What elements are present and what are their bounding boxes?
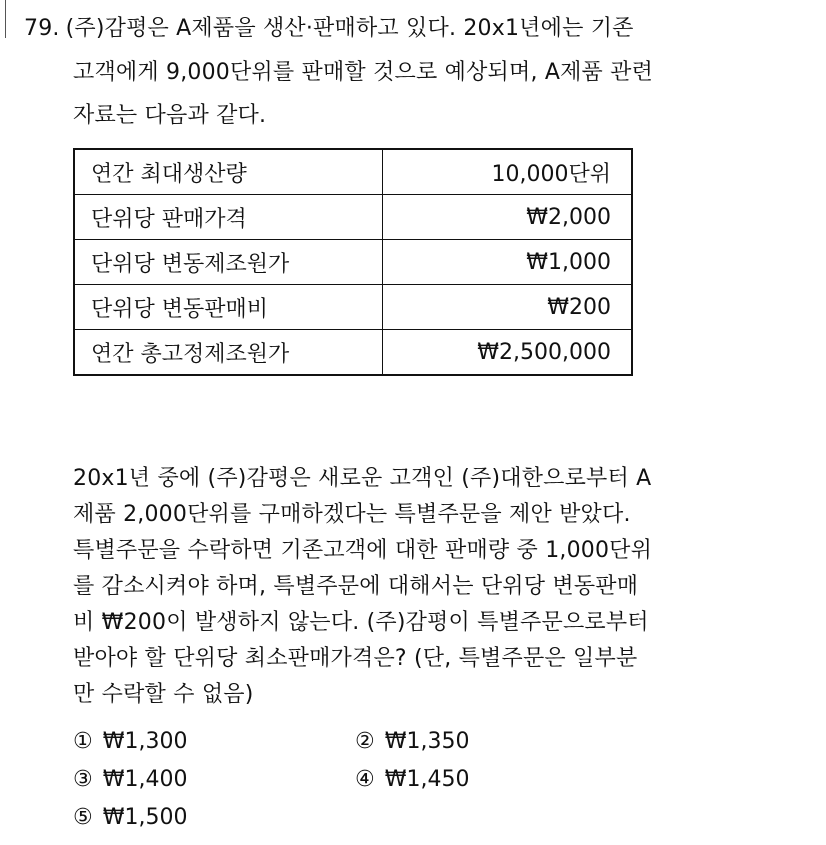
table-cell-value: ₩2,000 (383, 195, 633, 240)
body-line-7: 만 수락할 수 없음) (73, 682, 254, 707)
choice-text: ₩1,400 (102, 767, 188, 792)
answer-choice-3[interactable] (73, 765, 187, 795)
answer-choice-5[interactable] (73, 803, 187, 833)
choice-number: ⑤ (73, 805, 93, 830)
margin-rule (5, 0, 6, 38)
question-stem-line-3: 자료는 다음과 같다. (73, 103, 267, 128)
choice-text: ₩1,500 (102, 805, 188, 830)
table-cell-value: 10,000단위 (383, 149, 633, 195)
choice-text: ₩1,300 (102, 729, 188, 754)
choice-number: ③ (73, 767, 93, 792)
choice-number: ④ (355, 767, 375, 792)
answer-choice-1[interactable] (73, 727, 187, 757)
choice-number: ② (355, 729, 375, 754)
choice-text: ₩1,350 (384, 729, 470, 754)
body-line-5: 비 ₩200이 발생하지 않는다. (주)감평이 특별주문으로부터 (73, 610, 649, 635)
table-row (74, 330, 632, 376)
table-cell-label: 단위당 변동제조원가 (74, 240, 383, 285)
body-line-4: 를 감소시켜야 하며, 특별주문에 대해서는 단위당 변동판매 (73, 574, 639, 599)
choice-number: ① (73, 729, 93, 754)
question-number: 79. (24, 16, 60, 41)
question-stem-line-2: 고객에게 9,000단위를 판매할 것으로 예상되며, A제품 관련 (73, 60, 654, 85)
table-row (74, 195, 632, 240)
body-line-2: 제품 2,000단위를 구매하겠다는 특별주문을 제안 받았다. (73, 502, 631, 527)
table-cell-label: 연간 최대생산량 (74, 149, 383, 195)
table-row (74, 285, 632, 330)
answer-choice-2[interactable] (355, 727, 469, 757)
answer-choice-4[interactable] (355, 765, 469, 795)
table-cell-label: 단위당 변동판매비 (74, 285, 383, 330)
table-row (74, 240, 632, 285)
table-cell-label: 단위당 판매가격 (74, 195, 383, 240)
table-cell-value: ₩1,000 (383, 240, 633, 285)
body-line-1: 20x1년 중에 (주)감평은 새로운 고객인 (주)대한으로부터 A (73, 466, 652, 491)
data-table (73, 148, 633, 376)
question-stem-line-1 (24, 14, 634, 44)
table-cell-label: 연간 총고정제조원가 (74, 330, 383, 376)
table-cell-value: ₩200 (383, 285, 633, 330)
question-stem-text-1: (주)감평은 A제품을 생산·판매하고 있다. 20x1년에는 기존 (65, 16, 634, 41)
table-cell-value: ₩2,500,000 (383, 330, 633, 376)
body-line-3: 특별주문을 수락하면 기존고객에 대한 판매량 중 1,000단위 (73, 538, 653, 563)
choice-text: ₩1,450 (384, 767, 470, 792)
body-line-6: 받아야 할 단위당 최소판매가격은? (단, 특별주문은 일부분 (73, 646, 638, 671)
table-row (74, 149, 632, 195)
